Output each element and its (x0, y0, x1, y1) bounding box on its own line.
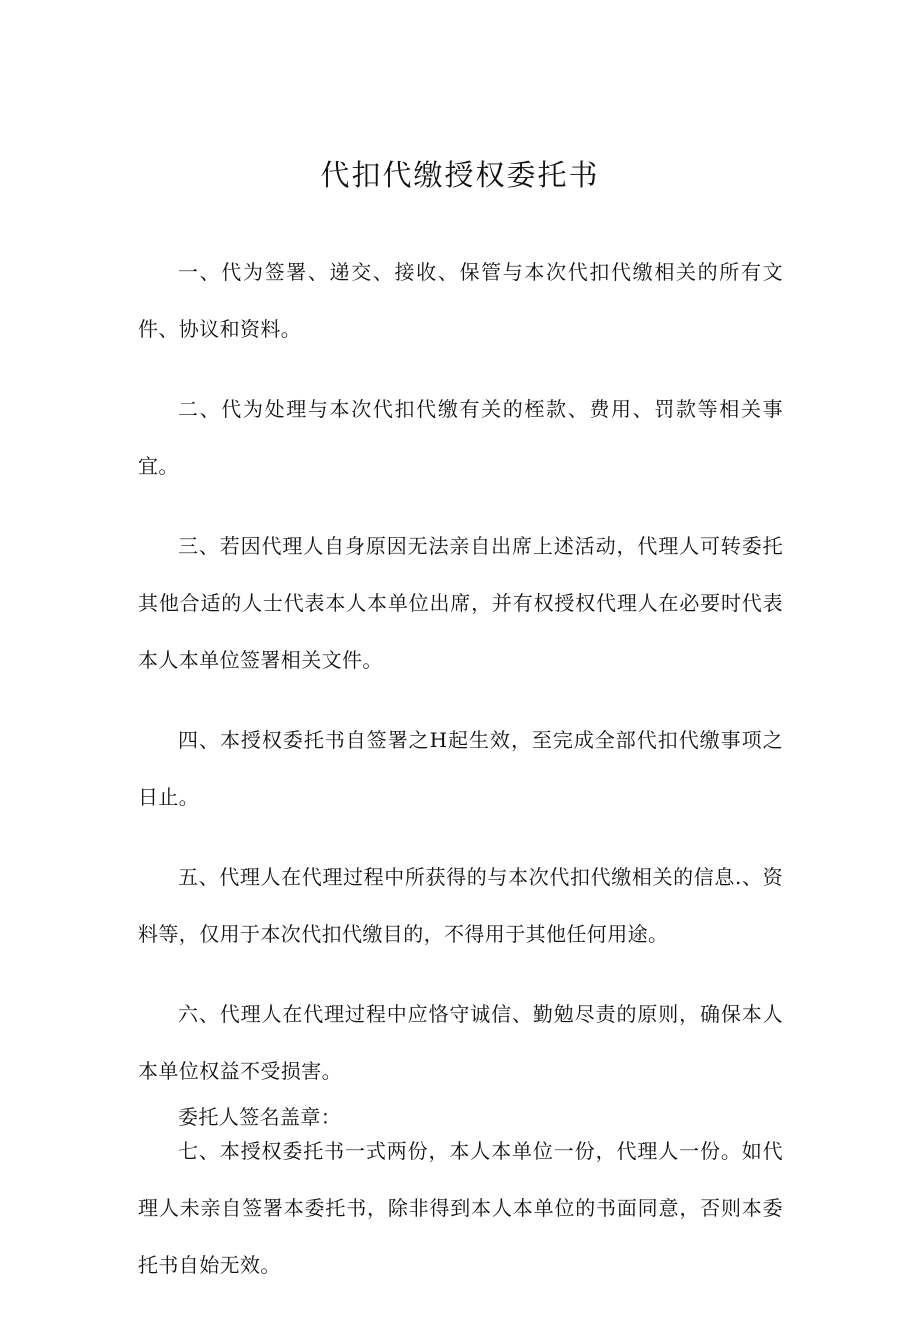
paragraph-1: 一、代为签署、递交、接收、保管与本次代扣代缴相关的所有文件、协议和资料。 (138, 260, 783, 341)
paragraph-2: 二、代为处理与本次代扣代缴有关的桎款、费用、罚款等相关事宜。 (138, 397, 783, 478)
document-body (138, 244, 783, 1317)
paragraph-4: 四、本授权委托书自签署之H起生效，至完成全部代扣代缴事项之日止。 (138, 728, 783, 809)
paragraph-3: 三、若因代理人自身原因无法亲自出席上述活动，代理人可转委托其他合适的人士代表本人本单位出席，并有权授权代理人在必要时代表本人本单位签署相关文件。 (138, 534, 783, 672)
document-title: 代扣代缴授权委托书 (320, 158, 600, 192)
paragraph-5: 五、代理人在代理过程中所获得的与本次代扣代缴相关的信息.、资料等，仅用于本次代扣代缴目的，不得用于其他任何用途。 (138, 865, 783, 946)
paragraph-7: 七、本授权委托书一式两份，本人本单位一份，代理人一份。如代理人未亲自签署本委托书，除非得到本人本单位的书面同意，否则本委托书自始无效。 (138, 1139, 783, 1277)
paragraph-6: 六、代理人在代理过程中应恪守诚信、勤勉尽责的原则，确保本人本单位权益不受损害。 (138, 1002, 783, 1083)
signature-label: 委托人签名盖章： (178, 1105, 342, 1129)
